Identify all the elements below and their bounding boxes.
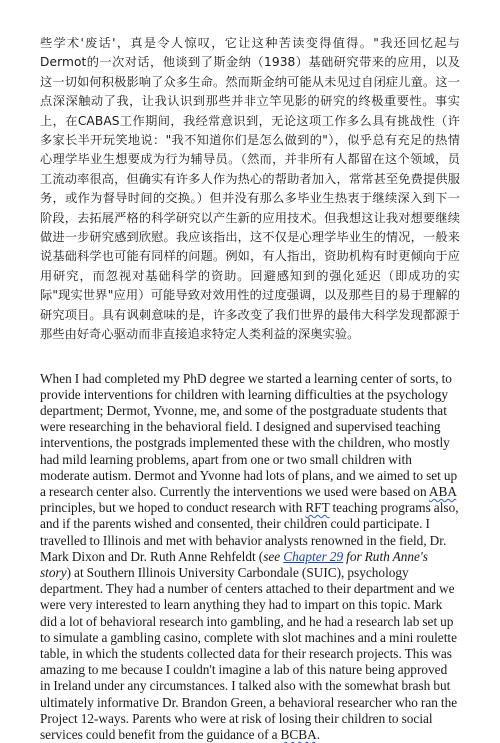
english-text-part4: ) at Southern Illinois University Carbondale (SUIC), psychology department. They had a number of centers attached to their department and we were very interested to learn anything they had to impart on this topic. Mark did a lot of behavioral research into gambling, and he had a research lab set up to simulate a gambling casino, complete with slot machines and a mini roulette table, in which the students collected data for their research projects. This was amazing to me because I couldn't imagine a lab of this nature being approved in Ireland under any circumstances. I talked also with the somewhat brash but ultimately informative Dr. Brandon Green, a behavioral researcher who ran the Project 12-ways. Parents who were at risk of losing their children to social services could benefit from the guidance of a xyxy=(40,565,457,742)
ruth-anne-story-text: for Ruth Anne's story xyxy=(40,549,428,580)
english-text-end: . xyxy=(317,727,320,742)
english-paragraph xyxy=(40,371,460,743)
english-text-part2: principles, but we hoped to conduct research with xyxy=(40,500,305,515)
chapter-29-link[interactable]: Chapter 29 xyxy=(283,549,343,564)
english-text-part1: When I had completed my PhD degree we started a learning center of sorts, to provide interventions for children with learning difficulties at the psychology department; Dermot, Yvonne, me, and some of the postgraduate students that were researching in the behavioral field. I designed and supervised teaching interventions, the postgrads implemented these with the children, who mostly had mild learning problems, apart from one or two small children with moderate autism. Dermot and Yvonne had lots of plans, and we aimed to set up a research center also. Currently the interventions we used were based on xyxy=(40,371,457,499)
abbr-rft: RFT xyxy=(305,500,329,515)
chinese-paragraph: 些学术'废话'，真是令人惊叹，它让这种苦读变得值得。"我还回忆起与Dermot的一次对话，他谈到了斯金纳（1938）基础研究带来的应用，以及这一切如何积极影响了众多生命。然而斯金纳可能从未见过自闭症儿童。这一点深深触动了我，让我认识到那些并非立竿见影的研究的终极重要性。事实上，在CABAS工作期间，我经常意识到，无论这项工作多么具有挑战性（许多家长半开玩笑地说："我不知道你们是怎么做到的"），似乎总有充足的热情心理学毕业生想要成为行为辅导员。（然而，并非所有人都留在这个领域，员工流动率很高，但确实有许多人作为热心的帮助者加入，常常甚至免费提供服务，或作为督导时间的交换。）但并没有那么多毕业生热衷于继续深入到下一阶段，去拓展严格的科学研究以产生新的应用技术。但我想这让我对想要继续做进一步研究感到欣慰。我应该指出，这不仅是心理学毕业生的情况，一般来说基础科学也可能有同样的问题。例如，有人指出，资助机构有时更倾向于应用研究，而忽视对基础科学的资助。回避感知到的强化延迟（即成功的实际"现实世界"应用）可能导致对效用性的过度强调，以及那些目的易于理解的研究项目。具有讽刺意味的是，许多改变了我们世界的最伟大科学发现都源于那些由好奇心驱动而非直接追求特定人类利益的深奥实验。 xyxy=(40,34,460,345)
abbr-bcba: BCBA xyxy=(281,727,317,742)
abbr-aba: ABA xyxy=(429,484,456,499)
see-text: see xyxy=(263,549,283,564)
english-text-part3: teaching programs also, and if the parents wished and consented, their children could participate. I travelled to Illinois and met with behavior analysts renowned in the field, Dr. Mark Dixon and Dr. Ruth Anne Rehfeldt ( xyxy=(40,500,459,564)
